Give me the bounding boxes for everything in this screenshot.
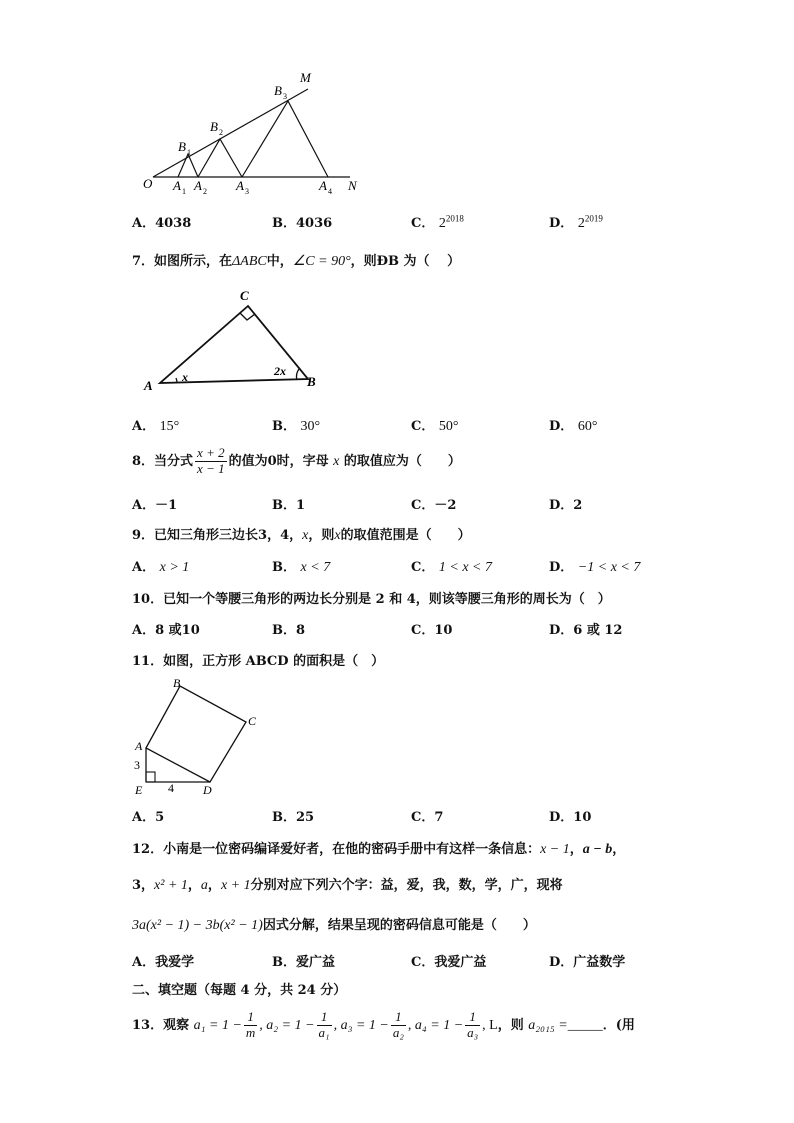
q9-option-a[interactable]: A． x > 1 [132, 560, 190, 575]
q9-option-b[interactable]: B． x < 7 [272, 560, 331, 575]
q13-stem: 13．观察 a₁ = 1 − $\frac{1}{m}$ , a₂ = 1 − $\frac{1}{\text{a₁}}$ , a₃ = 1 − $\frac{1}{\text{a₂}}$ , a₄ = 1 − $\frac{1}{\text{a₃}}$ , L，则 a₂₀₁₅ =_____．(用 [132, 1009, 635, 1040]
q8-option-b[interactable]: B．1 [272, 498, 306, 513]
q11-option-a[interactable]: A．5 [132, 810, 165, 825]
q7-option-d[interactable]: D． 60° [549, 419, 598, 434]
q10-option-c[interactable]: C．10 [411, 623, 453, 638]
q8-option-d[interactable]: D．2 [549, 498, 583, 513]
q10-stem: 10．已知一个等腰三角形的两边长分别是 2 和 4，则该等腰三角形的周长为（ ） [132, 592, 611, 607]
section-title: 二、填空题（每题 4 分，共 24 分） [132, 983, 347, 998]
label-A: A [135, 739, 143, 753]
svg-text:1: 1 [182, 187, 186, 196]
svg-text:x: x [182, 370, 188, 384]
label-B: B [173, 676, 181, 690]
q10-option-a[interactable]: A．8 或10 [132, 623, 200, 638]
svg-text:A: A [319, 178, 327, 193]
q9-option-c[interactable]: C． 1 < x < 7 [411, 560, 492, 575]
svg-text:2: 2 [219, 128, 223, 137]
svg-text:A: A [173, 178, 181, 193]
answer-blank[interactable]: _____ [567, 1017, 603, 1033]
svg-text:4: 4 [328, 187, 332, 196]
label-N: N [348, 178, 357, 193]
svg-text:3: 3 [245, 187, 249, 196]
q12-line3: 3a(x² − 1) − 3b(x² − 1)因式分解，结果呈现的密码信息可能是（ ） [132, 918, 536, 933]
label-C: C [240, 288, 249, 303]
svg-text:3: 3 [134, 758, 140, 772]
q12-line2: 3，x² + 1，a，x + 1分别对应下列六个字：益，爱，我，数，学，广，现将 [132, 878, 563, 893]
label-A: A [144, 378, 153, 393]
q6-option-d[interactable]: D． $2^{2019}$ [549, 213, 603, 231]
q6-figure [138, 66, 373, 198]
q12-line1: 12．小南是一位密码编译爱好者，在他的密码手册中有这样一条信息：x − 1，a − b， [132, 842, 626, 857]
svg-text:1: 1 [187, 148, 191, 157]
q8-option-a[interactable]: A．－1 [132, 498, 178, 513]
label-D: D [203, 783, 212, 797]
q7-option-a[interactable]: A． 15° [132, 419, 180, 434]
q12-option-c[interactable]: C．我爱广益 [411, 955, 487, 970]
q9-stem: 9．已知三角形三边长3，4，x，则x的取值范围是（ ） [132, 528, 471, 543]
q10-option-b[interactable]: B．8 [272, 623, 306, 638]
q11-figure [130, 674, 265, 798]
svg-text:B: B [210, 119, 218, 134]
q7-stem: 7．如图所示，在ΔABC中，∠C = 90°，则ÐB 为（ ） [132, 254, 461, 269]
q12-option-a[interactable]: A．我爱学 [132, 955, 195, 970]
q12-option-d[interactable]: D．广益数学 [549, 955, 626, 970]
q6-option-c[interactable]: C． $2^{2018}$ [411, 213, 464, 231]
svg-text:B: B [274, 83, 282, 98]
q8-fraction: $\frac{x + 2}{x - 1}$ [197, 445, 225, 476]
q6-option-a[interactable]: A．4038 [132, 216, 192, 231]
label-O: O [143, 176, 153, 191]
label-C: C [248, 714, 257, 728]
svg-text:A: A [194, 178, 202, 193]
label-M: M [300, 70, 311, 85]
q11-option-b[interactable]: B．25 [272, 810, 315, 825]
svg-text:3: 3 [283, 92, 287, 101]
svg-text:B: B [178, 139, 186, 154]
q6-option-b[interactable]: B．4036 [272, 216, 333, 231]
svg-text:2: 2 [203, 187, 207, 196]
q12-option-b[interactable]: B．爱广益 [272, 955, 336, 970]
q9-option-d[interactable]: D． −1 < x < 7 [549, 560, 641, 575]
q7-option-b[interactable]: B． 30° [272, 419, 321, 434]
label-B: B [307, 374, 316, 389]
q11-option-c[interactable]: C．7 [411, 810, 444, 825]
label-E: E [135, 783, 143, 797]
svg-text:2x: 2x [274, 364, 286, 378]
q8-option-c[interactable]: C．－2 [411, 498, 457, 513]
svg-text:A: A [236, 178, 244, 193]
q7-figure [140, 282, 330, 394]
q10-option-d[interactable]: D．6 或 12 [549, 623, 623, 638]
q7-option-c[interactable]: C． 50° [411, 419, 459, 434]
q11-option-d[interactable]: D．10 [549, 810, 592, 825]
q8-stem: 8．当分式 $\frac{x + 2}{x - 1}$ 的值为0时，字母 x 的取值应为（ ） [132, 445, 461, 476]
q11-stem: 11．如图，正方形 ABCD 的面积是（ ） [132, 654, 385, 669]
svg-text:4: 4 [168, 781, 174, 795]
